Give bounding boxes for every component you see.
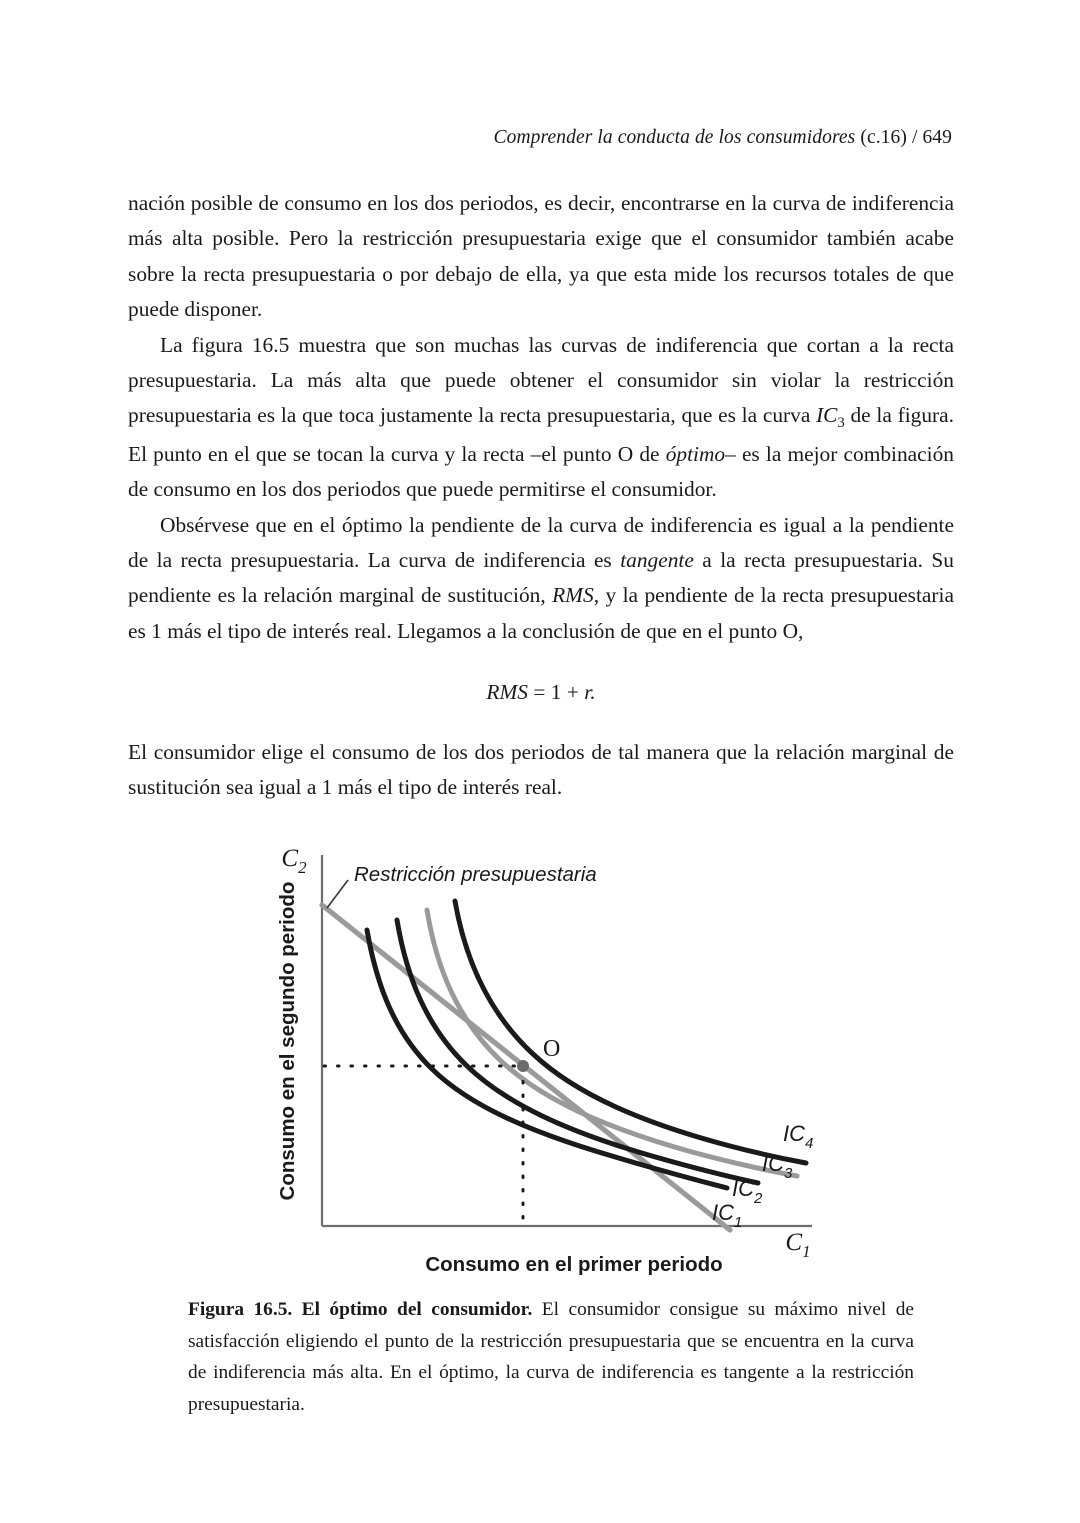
x-axis-symbol-base: C <box>785 1229 803 1256</box>
paragraph-3 <box>128 508 954 650</box>
paragraph-2-text-a: La figura 16.5 muestra que son muchas las curvas de indiferencia que cortan a la recta presupuestaria. La más alta que puede obtener el consumidor sin violar la restricción presupuestaria es la que toca justamente la recta presupuestaria, que es la curva <box>128 332 954 428</box>
indifference-curve-ic4 <box>455 901 806 1163</box>
paragraph-2-ic-symbol: IC <box>816 403 838 428</box>
paragraph-1-text: nación posible de consumo en los dos periodos, es decir, encontrarse en la curva de indiferencia más alta posible. Pero la restricción presupuestaria exige que el consumidor también acabe sobre la recta presupuestaria o por debajo de ella, ya que esta mide los recursos totales de que puede disponer. <box>128 191 954 322</box>
curve-label-ic4 <box>783 1121 813 1152</box>
curve-label-ic1-subscript: 1 <box>734 1214 743 1231</box>
curve-label-ic3 <box>762 1151 793 1182</box>
paragraph-2-text-b: de la figura. El punto en el que se tocan la curva y la recta –el punto O de <box>128 403 954 466</box>
figure-caption <box>188 1294 914 1420</box>
equation-operator: = 1 + <box>533 680 585 705</box>
running-head <box>128 127 952 149</box>
y-axis-symbol-base: C <box>281 845 299 872</box>
paragraph-3-italic-rms: RMS <box>552 583 594 608</box>
running-head-title: Comprender la conducta de los consumidores <box>493 127 856 148</box>
curve-label-ic4-subscript: 4 <box>805 1135 814 1152</box>
budget-line-leader <box>327 880 348 908</box>
running-head-folio: (c.16) / 649 <box>860 127 952 148</box>
equation-variable: r. <box>584 680 596 705</box>
y-axis-title: Consumo en el segundo periodo <box>276 881 299 1201</box>
paragraph-3-italic-tangente: tangente <box>620 548 694 573</box>
equation-rms <box>128 649 954 734</box>
figure-caption-text: El consumidor consigue su máximo nivel de satisfacción eligiendo el punto de la restricción presupuestaria que se encuentra en la curva de indiferencia más alta. En el óptimo, la curva de indiferencia es tangente a la restricción presupuestaria. <box>188 1299 914 1415</box>
paragraph-4 <box>128 735 954 806</box>
paragraph-4-text: El consumidor elige el consumo de los dos periodos de tal manera que la relación marginal de sustitución sea igual a 1 más el tipo de interés real. <box>128 739 954 800</box>
paragraph-2-ic-subscript: 3 <box>837 414 845 431</box>
x-axis-symbol-subscript: 1 <box>802 1242 811 1261</box>
curve-label-ic3-base: IC <box>762 1151 784 1176</box>
equation-lhs: RMS <box>486 680 529 705</box>
figure-16-5 <box>0 838 1080 1308</box>
budget-line-label: Restricción presupuestaria <box>354 863 597 886</box>
figure-caption-lead: Figura 16.5. El óptimo del consumidor. <box>188 1299 533 1320</box>
paragraph-3-text-a: Obsérvese que en el óptimo la pendiente de la curva de indiferencia es igual a la pendiente de la recta presupuestaria. La curva de indiferencia es <box>128 512 954 573</box>
curve-label-ic4-base: IC <box>783 1121 805 1146</box>
paragraph-3-text-c: , y la pendiente de la recta presupuestaria es 1 más el tipo de interés real. Llegamos a la conclusión de que en el punto O, <box>128 583 954 643</box>
body-text-column <box>128 186 954 806</box>
curve-label-ic2-base: IC <box>732 1176 754 1201</box>
y-axis-symbol-subscript: 2 <box>298 858 307 877</box>
paragraph-2-italic-optimo: óptimo <box>665 441 726 466</box>
optimum-label: O <box>543 1036 561 1062</box>
x-axis-title: Consumo en el primer periodo <box>425 1253 723 1276</box>
paragraph-2 <box>128 328 954 508</box>
x-axis-symbol <box>785 1229 810 1261</box>
optimum-point-marker <box>517 1060 529 1072</box>
paragraph-3-text-b: a la recta presupuestaria. Su pendiente es la relación marginal de sustitución, <box>128 548 954 608</box>
curve-label-ic2-subscript: 2 <box>754 1190 763 1207</box>
y-axis-symbol <box>281 845 307 877</box>
curve-label-ic3-subscript: 3 <box>784 1165 793 1182</box>
curve-label-ic1-base: IC <box>712 1200 734 1225</box>
paragraph-2-text-c: – es la mejor combinación de consumo en los dos periodos que puede permitirse el consumidor. <box>128 441 954 502</box>
paragraph-1 <box>128 186 954 328</box>
